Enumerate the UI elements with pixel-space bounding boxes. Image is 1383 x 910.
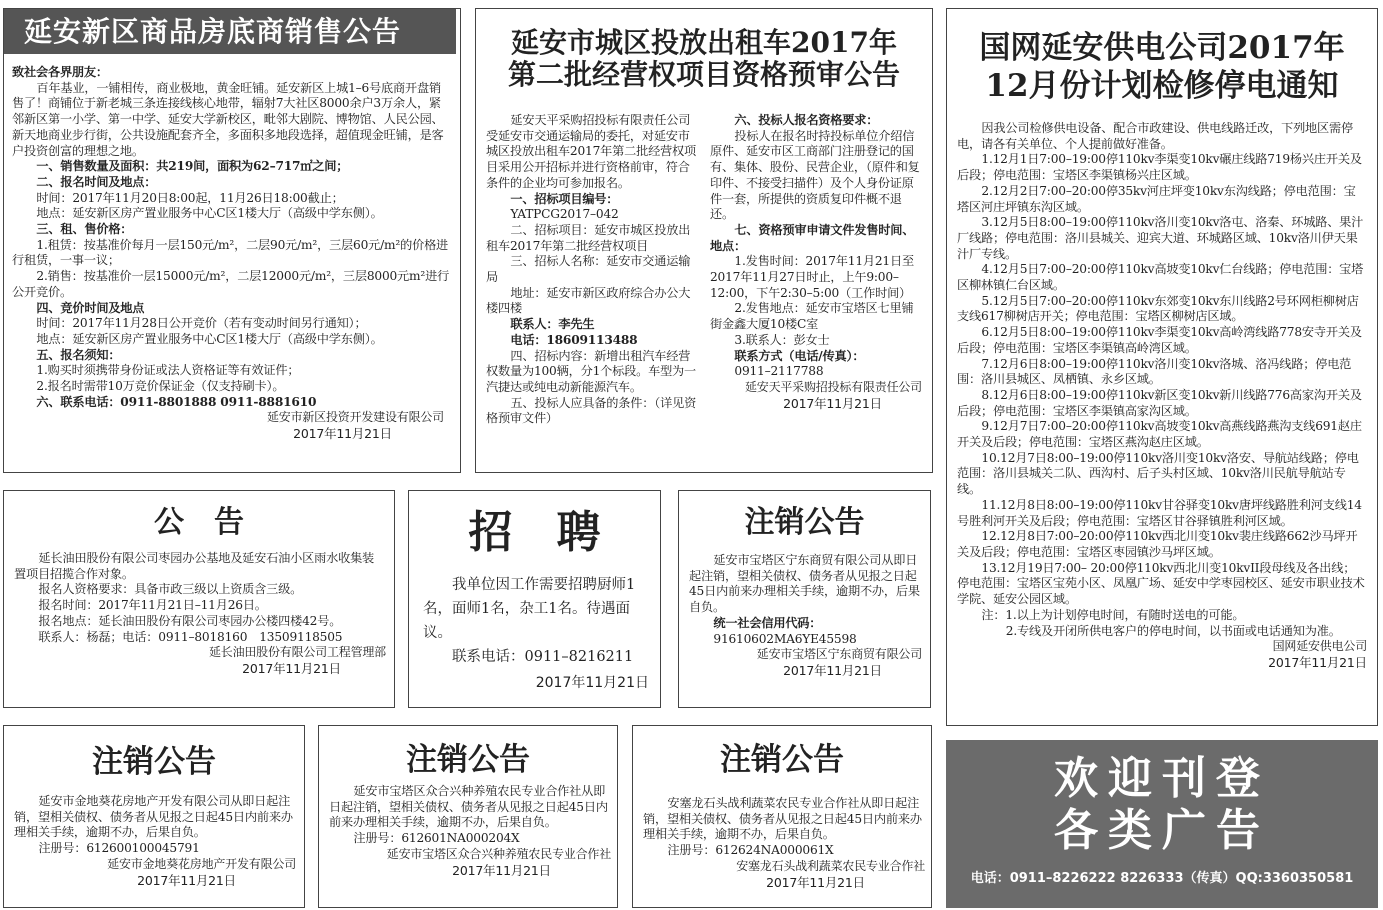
ad-text: 联系人：李先生 <box>510 317 595 332</box>
ad-text: 延安市宝塔区众合兴种养殖农民专业合作社从即日起注销，望相关债权、债务者从见报之日起45日内前来办理相关手续，逾期不办，后果自负。 <box>329 784 608 830</box>
ad-text: 三、租、售价格： <box>36 222 133 237</box>
ad-new-district-shops <box>3 8 461 473</box>
ad-text: 报名人资格要求：具备市政三级以上资质含三级。 <box>38 582 303 597</box>
ad-signer: 延安市金地葵花房地产开发有限公司 <box>107 856 296 871</box>
ad-text: 六、联系电话：0911-8801888 0911-8881610 <box>36 394 317 409</box>
ad-cancellation-ningdong <box>678 490 931 708</box>
ad-text: 时间：2017年11月28日公开竞价（若有变动时间另行通知）； <box>36 316 367 331</box>
ad-text: 四、竞价时间及地点 <box>36 300 145 315</box>
ad-text: 注册号：612601NA000204X <box>353 831 520 846</box>
ad-signer: 延安市宝塔区宁东商贸有限公司 <box>756 647 922 662</box>
ad-text: 延安天平采购招投标有限责任公司受延安市交通运输局的委托，对延安市城区投放出租车2017年第二批经营权项目采用公开招标并进行资格前审，符合条件的企业均可参加报名。 <box>486 113 697 190</box>
ad-text: 1.购买时须携带身份证或法人资格证等有效证件； <box>36 363 300 378</box>
ad-text: 2.销售：按基准价一层15000元/m²，二层12000元/m²，三层8000元m²进行公开竞价。 <box>12 269 450 299</box>
ad-text: 13.12月19日7:00– 20:00停110kv西北川变10kvII段母线及各出线；停电范围：宝塔区宝苑小区、凤凰广场、延安中学枣园校区、延安市职业技术学院、延安公园区域。 <box>957 560 1365 607</box>
ad-oilfield-notice <box>3 490 395 708</box>
ad-text: 四、招标内容：新增出租汽车经营权数量为100辆，分1个标段。车型为一汽捷达或纯电动新能源汽车。 <box>486 348 697 394</box>
ad-text: 二、招标项目：延安市城区投放出租车2017年第二批经营权项目 <box>486 222 691 253</box>
ad-text: 二、报名时间及地点： <box>36 174 157 189</box>
ad-text: 百年基业，一铺相传，商业极地，黄金旺铺。延安新区上城1–6号底商开盘销售了！商铺位于新老城三条连接线核心地带，辐射7大社区8000余户3万余人，紧邻新区第一小学、第一中学、延安大学新校区，毗邻大剧院、博物馆、人民公园、新天地商业步行街，公共设施配套齐全，多面积多地段选择，超值现金旺铺，是客户投资创富的理想之地。 <box>12 80 444 158</box>
ad-text: 五、投标人应具备的条件：（详见资格预审文件） <box>486 395 697 426</box>
ad-text: 致社会各界朋友： <box>12 65 108 79</box>
ad-date: 2017年11月21日 <box>293 426 392 442</box>
ad-text: 联系方式（电话/传真）： <box>734 348 865 363</box>
ad-title: 注销公告 <box>406 742 530 778</box>
ad-text: 6.12月5日8:00–19:00停110kv李渠变10kv高岭湾线路778安寺开关及后段；停电范围：宝塔区李渠镇高岭湾区域。 <box>957 325 1362 355</box>
ad-text: 3.联系人：彭女士 <box>734 332 830 347</box>
ad-text: 2.发售地点：延安市宝塔区七里铺街金鑫大厦10楼C室 <box>710 301 914 332</box>
ad-text: 一、销售数量及面积：共219间，面积为62–717㎡之间； <box>36 159 349 174</box>
ad-text: 延安市金地葵花房地产开发有限公司从即日起注销，望相关债权、债务者从见报之日起45日内前来办理相关手续，逾期不办，后果自负。 <box>14 794 293 840</box>
ad-date: 2017年11月21日 <box>783 395 882 411</box>
ad-title-line-1: 国网延安供电公司2017年 <box>979 30 1345 66</box>
ad-text: 地点：延安新区房产置业服务中心C区1楼大厅（高级中学东侧）。 <box>36 331 383 346</box>
ad-text: 投标人在报名时持投标单位介绍信原件、延安市区工商部门注册登记的国有、集体、股份、民营企业，（原件和复印件、不接受扫描件）及个人身份证原件一套，所提供的资质复印件概不退还。 <box>710 128 920 222</box>
ad-date: 2017年11月21日 <box>535 675 649 691</box>
ad-text: 注册号：612600100045791 <box>38 841 200 856</box>
ad-signer: 国网延安供电公司 <box>1272 639 1367 654</box>
ad-title: 延安新区商品房底商销售公告 <box>4 9 456 54</box>
ad-date: 2017年11月21日 <box>766 874 865 890</box>
ad-date: 2017年11月21日 <box>242 660 341 676</box>
ad-text: 时间：2017年11月20日8:00起，11月26日18:00截止； <box>36 190 344 205</box>
ad-text: 2.报名时需带10万竞价保证金（仅支持刷卡）。 <box>36 379 285 394</box>
ad-text: 延安市宝塔区宁东商贸有限公司从即日起注销，望相关债权、债务者从见报之日起45日内前来办理相关手续，逾期不办，后果自负。 <box>689 553 920 615</box>
ad-text: YATPCG2017–042 <box>510 207 619 222</box>
ad-text: 五、报名须知： <box>36 347 121 362</box>
ad-recruitment <box>408 490 661 708</box>
ad-text: 安塞龙石头战利蔬菜农民专业合作社从即日起注销，望相关债权、债务者从见报之日起45日内前来办理相关手续，逾期不办，后果自负。 <box>643 796 922 842</box>
ad-text: 地址：延安市新区政府综合办公大楼四楼 <box>486 285 691 316</box>
ad-cancellation-zhanli <box>632 725 932 908</box>
ad-title: 招 聘 <box>468 507 601 558</box>
ad-power-outage <box>946 8 1378 726</box>
ad-title: 注销公告 <box>720 742 844 778</box>
ad-text: 注：1.以上为计划停电时间，有随时送电的可能。 <box>981 607 1245 622</box>
ad-title-line-2: 第二批经营权项目资格预审公告 <box>507 58 900 91</box>
ad-text: 联系人：杨磊；电话：0911–8018160 13509118505 <box>38 629 343 644</box>
ad-signer: 延安市新区投资开发建设有限公司 <box>266 410 444 425</box>
ad-text: 七、资格预审申请文件发售时间、地点： <box>710 222 915 253</box>
ad-date: 2017年11月21日 <box>783 662 882 678</box>
ad-text: 我单位因工作需要招聘厨师1名，面师1名，杂工1名。待遇面议。 <box>423 577 636 641</box>
ad-cancellation-zhonghexing <box>318 725 618 908</box>
ad-signer: 安塞龙石头战利蔬菜农民专业合作社 <box>736 858 925 873</box>
ad-date: 2017年11月21日 <box>137 872 236 888</box>
ad-date: 2017年11月21日 <box>452 862 551 878</box>
ad-taxi-tender <box>475 8 933 473</box>
ad-text: 统一社会信用代码： <box>713 615 822 630</box>
ad-text: 2.专线及开闭所供电客户的停电时间，以书面或电话通知为准。 <box>1005 623 1341 638</box>
ad-date: 2017年11月21日 <box>1268 654 1367 670</box>
promo-line-1: 欢迎刊登 <box>1054 753 1270 804</box>
ad-text: 报名地点：延长油田股份有限公司枣园办公楼四楼42号。 <box>38 613 342 628</box>
ad-text: 延长油田股份有限公司枣园办公基地及延安石油小区雨水收集装置项目招揽合作对象。 <box>14 551 375 581</box>
promo-line-2: 各类广告 <box>1054 805 1270 856</box>
ad-text: 12.12月8日7:00–20:00停110kv西北川变10kv裴庄线路662沙马坪开关及后段；停电范围：宝塔区枣园镇沙马坪区域。 <box>957 529 1358 559</box>
ad-text: 3.12月5日8:00–19:00停110kv洛川变10kv洛屯、洛秦、环城路、果汁厂线路；停电范围：洛川县城关、迎宾大道、环城路区域、10kv洛川伊天果汁厂专线。 <box>957 215 1364 261</box>
ad-text: 11.12月8日8:00–19:00停110kv甘谷驿变10kv唐坪线路胜利河支线14号胜利河开关及后段；停电范围：宝塔区甘谷驿镇胜利河区域。 <box>957 497 1362 528</box>
ad-cancellation-jindi <box>3 725 305 908</box>
ad-text: 1.发售时间：2017年11月21日至2017年11月27日时止，上午9:00–12:00，下午2:30–5:00（工作时间） <box>710 254 914 300</box>
ad-text: 5.12月5日7:00–20:00停110kv东郊变10kv东川线路2号环网柜柳树店支线617柳树店开关；停电范围：宝塔区柳树店区域。 <box>957 293 1359 324</box>
ad-text: 2.12月2日7:00–20:00停35kv河庄坪变10kv东沟线路；停电范围：宝塔区河庄坪镇东沟区域。 <box>957 183 1356 214</box>
ad-text: 一、招标项目编号： <box>510 191 619 206</box>
ad-signer: 延安天平采购招投标有限责任公司 <box>744 379 922 394</box>
ad-signer: 延长油田股份有限公司工程管理部 <box>208 645 386 660</box>
ad-text: 4.12月5日7:00–20:00停110kv高坡变10kv仁台线路；停电范围：宝塔区柳林镇仁台区域。 <box>957 262 1364 293</box>
ad-title: 注销公告 <box>92 744 216 780</box>
ad-text: 10.12月7日8:00–19:00停110kv洛川变10kv洛安、导航站线路；停电范围：洛川县城关二队、西沟村、后子头村区域、10kv洛川民航导航站专线。 <box>957 450 1359 497</box>
ad-promo-banner <box>946 740 1378 908</box>
ad-text: 电话：18609113488 <box>510 332 638 347</box>
ad-text: 91610602MA6YE45598 <box>713 631 857 646</box>
ad-text: 9.12月7日7:00–20:00停110kv高坡变10kv高燕线路燕沟支线691赵庄开关及后段；停电范围：宝塔区燕沟赵庄区域。 <box>957 419 1362 450</box>
ad-text: 1.租赁：按基准价每月一层150元/m²，二层90元/m²，三层60元/m²的价格进行租赁，一事一议； <box>12 237 449 268</box>
ad-text: 8.12月6日8:00–19:00停110kv新区变10kv新川线路776高家沟开关及后段；停电范围：宝塔区李渠镇高家沟区域。 <box>957 387 1362 418</box>
ad-text: 注册号：612624NA000061X <box>667 843 834 858</box>
ad-title: 注销公告 <box>744 505 865 540</box>
ad-text: 7.12月6日8:00–19:00停110kv洛川变10kv洛城、洛冯线路；停电范围：洛川县城区、凤栖镇、永乡区域。 <box>957 356 1352 387</box>
ad-text: 六、投标人报名资格要求： <box>734 113 879 127</box>
ad-title: 公 告 <box>154 505 244 540</box>
promo-contact: 电话：0911–8226222 8226333（传真）QQ:3360350581 <box>970 871 1354 886</box>
ad-text: 因我公司检修供电设备、配合市政建设、供电线路迁改，下列地区需停电，请各有关单位、个人提前做好准备。 <box>957 121 1354 151</box>
ad-title-line-1: 延安市城区投放出租车2017年 <box>511 26 897 59</box>
ad-text: 报名时间：2017年11月21日–11月26日。 <box>38 598 267 613</box>
ad-signer: 延安市宝塔区众合兴种养殖农民专业合作社 <box>386 846 611 861</box>
ad-text: 1.12月1日7:00–19:00停110kv李渠变10kv碾庄线路719杨兴庄开关及后段；停电范围：宝塔区李渠镇杨兴庄区域。 <box>957 152 1362 183</box>
ad-title-line-2: 12月份计划检修停电通知 <box>985 68 1339 104</box>
ad-text: 地点：延安新区房产置业服务中心C区1楼大厅（高级中学东侧）。 <box>36 206 383 221</box>
ad-text: 联系电话：0911–8216211 <box>452 649 634 665</box>
ad-text: 0911–2117788 <box>734 364 824 379</box>
ad-text: 三、招标人名称：延安市交通运输局 <box>486 254 691 285</box>
